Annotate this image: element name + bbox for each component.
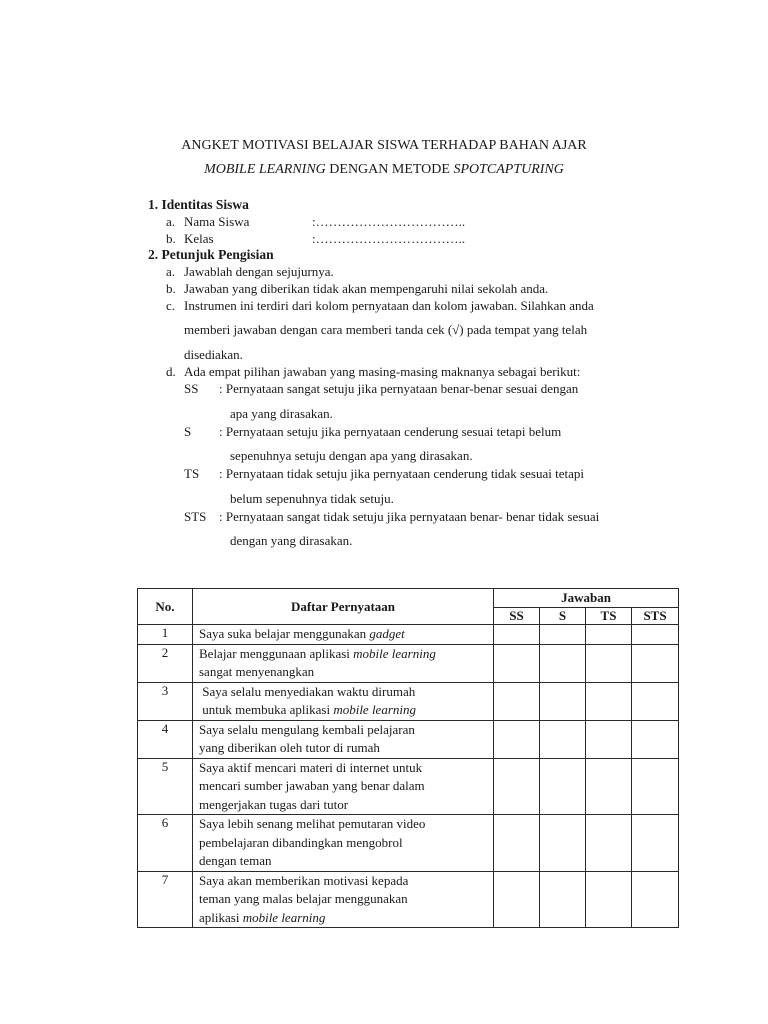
subtitle-mid: DENGAN METODE	[325, 162, 454, 177]
answer-cell-ss[interactable]	[494, 644, 540, 682]
nama-label: Nama Siswa	[184, 214, 250, 229]
statement-line	[199, 815, 493, 834]
answer-cell-ss[interactable]	[494, 871, 540, 928]
statement-line	[199, 909, 493, 928]
statement-text: mencari sumber jawaban yang benar dalam	[199, 778, 425, 793]
statement-line	[199, 777, 493, 796]
answer-cell-s[interactable]	[540, 644, 586, 682]
statement-text: Saya selalu menyediakan waktu dirumah	[199, 683, 416, 699]
row-number: 1	[138, 625, 193, 645]
table-row	[138, 815, 679, 872]
statement-text: mengerjakan tugas dari tutor	[199, 796, 349, 812]
statement-line	[199, 645, 493, 664]
statement-text: dengan teman	[199, 853, 272, 868]
answer-cell-sts[interactable]	[632, 815, 679, 872]
answer-cell-s[interactable]	[540, 720, 586, 758]
section-identitas-heading: 1. Identitas Siswa	[148, 197, 249, 212]
answer-cell-ts[interactable]	[586, 758, 632, 815]
petunjuk-c-line1: Instrumen ini terdiri dari kolom pernyataan dan kolom jawaban. Silahkan anda	[184, 298, 594, 313]
statement-italic: mobile learning	[353, 645, 436, 661]
answer-cell-sts[interactable]	[632, 625, 679, 645]
table-row	[138, 644, 679, 682]
table-row	[138, 625, 679, 645]
statement-text: Saya aktif mencari materi di internet untuk	[199, 759, 423, 775]
nama-marker: a.	[166, 214, 176, 229]
statement-text: Saya akan memberikan motivasi kepada	[199, 872, 409, 888]
row-number: 6	[138, 815, 193, 872]
petunjuk-d-marker: d.	[166, 364, 176, 379]
statement-italic: gadget	[369, 626, 405, 641]
header-no: No.	[138, 589, 193, 625]
questionnaire-table	[137, 588, 679, 928]
table-row	[138, 720, 679, 758]
statement-line	[199, 852, 493, 871]
statement-text: Saya lebih senang melihat pemutaran video	[199, 816, 426, 831]
option-desc-cont: dengan yang dirasakan.	[230, 533, 353, 548]
petunjuk-b-marker: b.	[166, 281, 176, 296]
statement-line	[199, 625, 493, 644]
answer-cell-ss[interactable]	[494, 682, 540, 720]
document-subtitle	[0, 162, 768, 178]
answer-cell-s[interactable]	[540, 625, 586, 645]
option-desc: : Pernyataan tidak setuju jika pernyataan cenderung tidak sesuai tetapi	[219, 466, 584, 481]
statement-line	[199, 796, 493, 815]
statement-text: aplikasi	[199, 909, 243, 925]
option-code: TS	[184, 466, 200, 481]
statement-line	[199, 834, 493, 853]
petunjuk-b-text: Jawaban yang diberikan tidak akan mempengaruhi nilai sekolah anda.	[184, 281, 549, 296]
answer-cell-ts[interactable]	[586, 682, 632, 720]
statement-text: untuk membuka aplikasi	[199, 702, 334, 717]
answer-cell-sts[interactable]	[632, 758, 679, 815]
answer-cell-ss[interactable]	[494, 758, 540, 815]
section-petunjuk-heading: 2. Petunjuk Pengisian	[148, 247, 274, 262]
document-title: ANGKET MOTIVASI BELAJAR SISWA TERHADAP BAHAN AJAR	[181, 138, 587, 153]
row-statement	[193, 815, 494, 872]
statement-line	[199, 683, 493, 702]
subtitle-italic-b: SPOTCAPTURING	[453, 162, 564, 177]
kelas-field[interactable]: :……………………………..	[312, 231, 466, 246]
option-desc: : Pernyataan setuju jika pernyataan cenderung sesuai tetapi belum	[219, 424, 562, 439]
statement-text: sangat menyenangkan	[199, 664, 315, 679]
option-desc-cont: sepenuhnya setuju dengan apa yang dirasakan.	[230, 448, 473, 463]
petunjuk-a-text: Jawablah dengan sejujurnya.	[184, 264, 334, 279]
answer-cell-ts[interactable]	[586, 644, 632, 682]
option-desc-cont: apa yang dirasakan.	[230, 406, 333, 421]
statement-line	[199, 759, 493, 778]
option-desc: : Pernyataan sangat tidak setuju jika pernyataan benar- benar tidak sesuai	[219, 509, 600, 524]
petunjuk-c-line2: memberi jawaban dengan cara memberi tanda cek (√) pada tempat yang telah	[184, 322, 588, 337]
petunjuk-c-marker: c.	[166, 298, 176, 313]
row-statement	[193, 720, 494, 758]
answer-cell-s[interactable]	[540, 758, 586, 815]
table-row	[138, 682, 679, 720]
kelas-label: Kelas	[184, 231, 214, 246]
table-row	[138, 758, 679, 815]
row-number: 3	[138, 682, 193, 720]
petunjuk-c-line3: disediakan.	[184, 347, 243, 362]
answer-cell-ss[interactable]	[494, 625, 540, 645]
header-answer: Jawaban	[494, 589, 679, 608]
row-statement	[193, 644, 494, 682]
answer-cell-sts[interactable]	[632, 720, 679, 758]
header-statement: Daftar Pernyataan	[193, 589, 494, 625]
row-number: 2	[138, 644, 193, 682]
statement-text: yang diberikan oleh tutor di rumah	[199, 740, 380, 755]
answer-cell-ts[interactable]	[586, 871, 632, 928]
subtitle-italic-a: MOBILE LEARNING	[204, 162, 326, 177]
option-code: STS	[184, 509, 207, 524]
row-statement	[193, 625, 494, 645]
option-code: S	[184, 424, 192, 439]
statement-text: teman yang malas belajar menggunakan	[199, 891, 408, 906]
answer-cell-sts[interactable]	[632, 644, 679, 682]
answer-cell-s[interactable]	[540, 871, 586, 928]
answer-cell-ss[interactable]	[494, 815, 540, 872]
statement-italic: mobile learning	[333, 702, 416, 717]
answer-cell-ts[interactable]	[586, 720, 632, 758]
nama-field[interactable]: :……………………………..	[312, 214, 466, 229]
row-number: 7	[138, 871, 193, 928]
option-code: SS	[184, 381, 199, 396]
header-ts: TS	[586, 608, 632, 625]
statement-line	[199, 872, 493, 891]
statement-line	[199, 701, 493, 720]
kelas-marker: b.	[166, 231, 176, 246]
statement-line	[199, 739, 493, 758]
answer-cell-s[interactable]	[540, 815, 586, 872]
header-ss: SS	[494, 608, 540, 625]
option-desc: : Pernyataan sangat setuju jika pernyataan benar-benar sesuai dengan	[219, 381, 579, 396]
statement-line	[199, 721, 493, 740]
statement-italic: mobile learning	[242, 909, 326, 925]
answer-cell-sts[interactable]	[632, 871, 679, 928]
row-statement	[193, 758, 494, 815]
answer-cell-ts[interactable]	[586, 625, 632, 645]
statement-text: Saya selalu mengulang kembali pelajaran	[199, 721, 415, 737]
answer-cell-s[interactable]	[540, 682, 586, 720]
statement-text: Saya suka belajar menggunakan	[199, 626, 370, 641]
statement-line	[199, 890, 493, 909]
row-statement	[193, 871, 494, 928]
petunjuk-d-text: Ada empat pilihan jawaban yang masing-masing maknanya sebagai berikut:	[184, 364, 581, 379]
statement-text: pembelajaran dibandingkan mengobrol	[199, 834, 403, 850]
header-s: S	[540, 608, 586, 625]
answer-cell-ts[interactable]	[586, 815, 632, 872]
answer-cell-ss[interactable]	[494, 720, 540, 758]
table-row	[138, 871, 679, 928]
petunjuk-a-marker: a.	[166, 264, 176, 279]
row-statement	[193, 682, 494, 720]
header-sts: STS	[632, 608, 679, 625]
statement-line	[199, 663, 493, 682]
row-number: 5	[138, 758, 193, 815]
row-number: 4	[138, 720, 193, 758]
answer-cell-sts[interactable]	[632, 682, 679, 720]
option-desc-cont: belum sepenuhnya tidak setuju.	[230, 491, 394, 506]
statement-text: Belajar menggunaan aplikasi	[199, 645, 354, 661]
